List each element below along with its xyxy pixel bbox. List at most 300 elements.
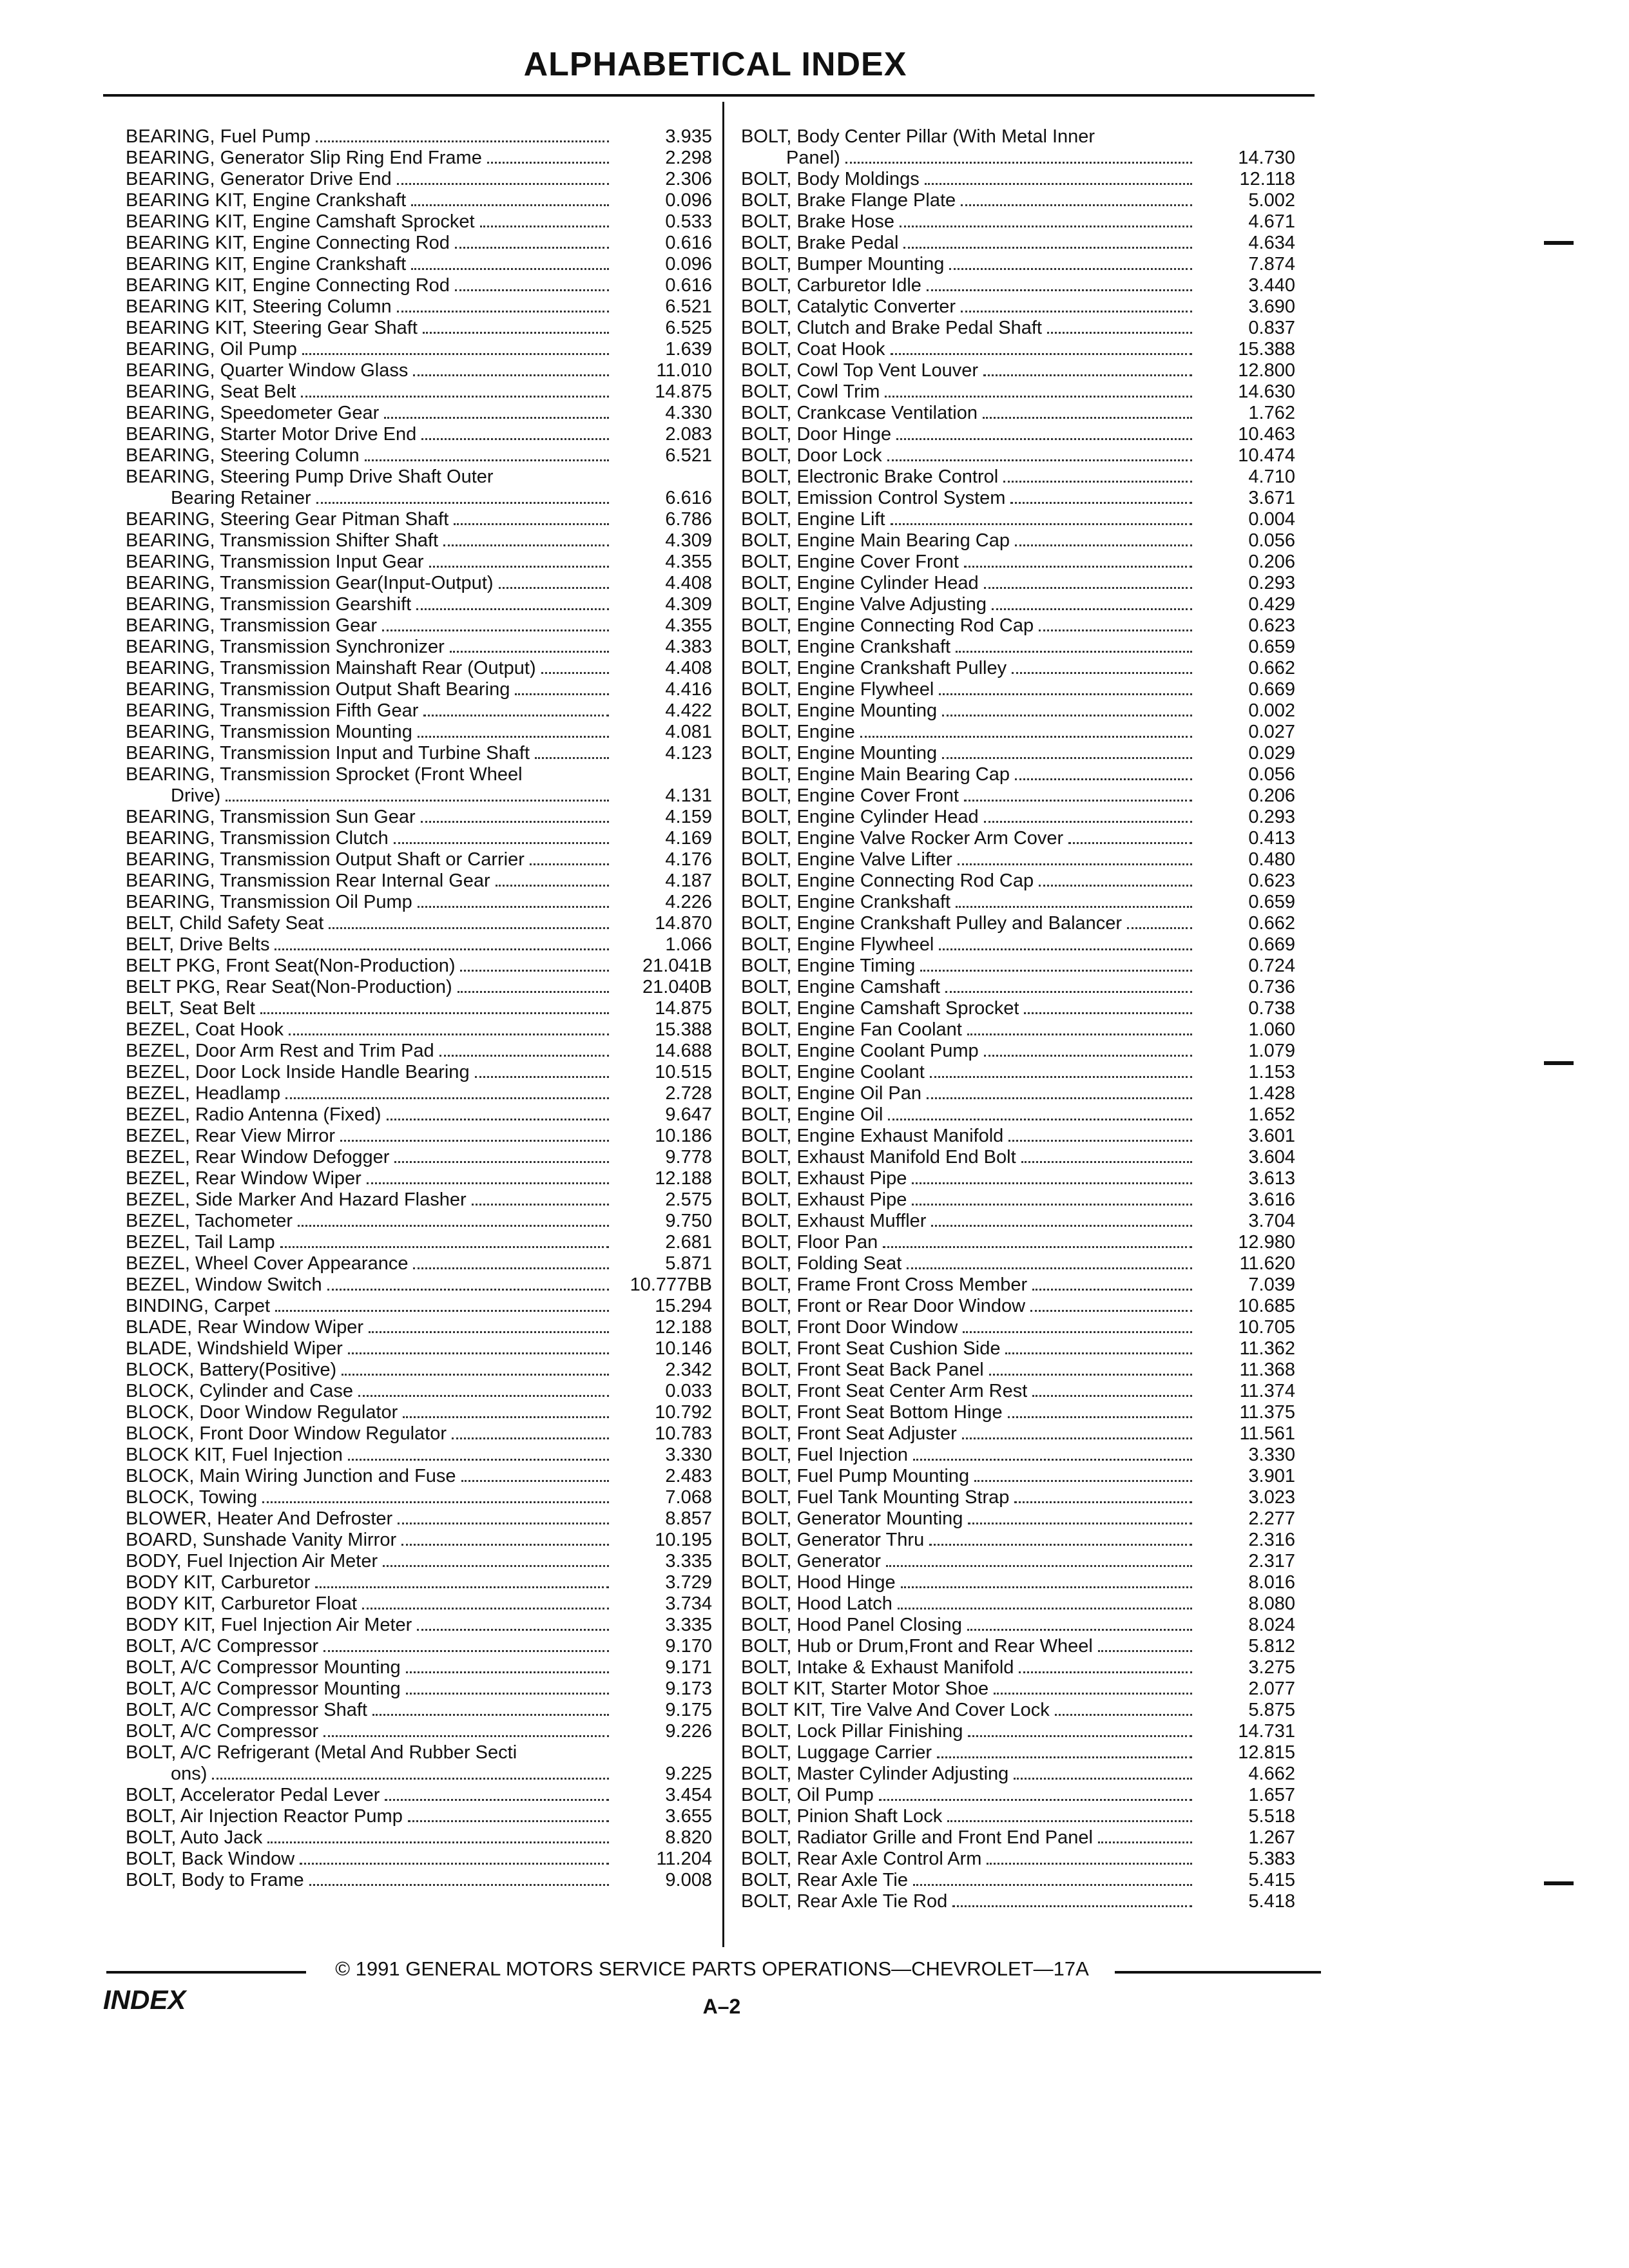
index-entry-name: BOLT, Engine Crankshaft [741, 637, 951, 657]
index-entry-name: BEARING KIT, Engine Camshaft Sprocket [126, 211, 475, 232]
dot-leader [460, 970, 609, 972]
index-entry-continuation: Bearing Retainer [171, 488, 311, 508]
index-entry [741, 381, 1295, 403]
index-entry-page: 0.206 [1248, 785, 1295, 806]
index-entry [126, 1296, 712, 1317]
index-entry [126, 254, 712, 275]
index-entry-page: 3.440 [1248, 275, 1295, 296]
index-entry-page: 21.040B [642, 977, 712, 997]
index-entry [126, 424, 712, 445]
index-entry [741, 1466, 1295, 1487]
dot-leader [992, 608, 1192, 610]
dot-leader [403, 1416, 609, 1418]
index-entry-name: BOLT, Engine Cylinder Head [741, 807, 979, 827]
index-entry-name: BEARING, Transmission Rear Internal Gear [126, 870, 490, 891]
index-entry-name: BOLT, Folding Seat [741, 1253, 902, 1274]
index-entry [126, 1317, 712, 1338]
dot-leader [1055, 1714, 1192, 1716]
dot-leader [423, 715, 609, 716]
dot-leader [411, 204, 609, 206]
index-entry [126, 1849, 712, 1870]
dot-leader [885, 396, 1192, 398]
index-entry-page: 5.002 [1248, 190, 1295, 211]
index-entry [126, 870, 712, 892]
dot-leader [342, 1374, 609, 1376]
dot-leader [496, 885, 609, 887]
index-entry [741, 1232, 1295, 1253]
index-entry-page: 8.080 [1248, 1593, 1295, 1614]
index-entry-page: 0.662 [1248, 658, 1295, 678]
index-entry-page: 12.188 [655, 1168, 712, 1189]
index-entry [741, 1381, 1295, 1402]
dot-leader [406, 1671, 609, 1673]
index-entry [126, 1126, 712, 1147]
dot-leader [394, 842, 609, 844]
index-entry [741, 637, 1295, 658]
index-entry-name: BOLT, Engine Lift [741, 509, 885, 530]
dot-leader [888, 1119, 1192, 1120]
index-entry-name: BOLT, Engine Coolant Pump [741, 1041, 979, 1061]
index-entry-page: 11.368 [1239, 1360, 1295, 1380]
index-entry-page: 4.159 [665, 807, 712, 827]
index-entry-page: 0.616 [665, 275, 712, 296]
index-entry-name: BLADE, Rear Window Wiper [126, 1317, 364, 1338]
index-entry-page: 3.604 [1248, 1147, 1295, 1168]
dot-leader [358, 1395, 609, 1397]
index-entry-name: BLOCK, Cylinder and Case [126, 1381, 353, 1401]
footer-rule-right [1115, 1971, 1321, 1974]
index-entry-name: BOLT, Rear Axle Tie [741, 1870, 908, 1890]
index-entry-name: BELT, Seat Belt [126, 998, 255, 1019]
index-entry-page: 0.623 [1248, 870, 1295, 891]
index-entry-name: BEARING, Quarter Window Glass [126, 360, 409, 381]
dot-leader [418, 906, 609, 908]
dot-leader [397, 311, 609, 312]
index-entry-page: 3.454 [665, 1785, 712, 1805]
index-entry-name: BEZEL, Tachometer [126, 1211, 293, 1231]
index-entry [741, 1487, 1295, 1508]
index-entry-name: BEARING, Transmission Clutch [126, 828, 389, 849]
dot-leader [1014, 1501, 1192, 1503]
index-entry [741, 1041, 1295, 1062]
index-entry-name: BOLT, Body Moldings [741, 169, 920, 189]
index-entry-page: 0.096 [665, 254, 712, 274]
dot-leader [212, 1778, 609, 1780]
dot-leader [1003, 481, 1192, 483]
index-entry-page: 4.226 [665, 892, 712, 912]
index-entry [741, 1019, 1295, 1041]
index-entry [126, 1721, 712, 1742]
index-entry-page: 12.118 [1239, 169, 1295, 189]
index-entry-name: BEARING, Transmission Oil Pump [126, 892, 412, 912]
dot-leader [958, 863, 1192, 865]
index-entry-name: BOLT, Front Seat Adjuster [741, 1423, 957, 1444]
index-entry-name: BEARING, Oil Pump [126, 339, 297, 360]
index-entry-page: 4.383 [665, 637, 712, 657]
index-entry-page: 14.875 [655, 998, 712, 1019]
dot-leader [920, 970, 1192, 972]
dot-leader [929, 1544, 1192, 1546]
dot-leader [947, 1820, 1192, 1822]
dot-leader [887, 459, 1192, 461]
dot-leader [984, 587, 1192, 589]
index-entry-page: 3.601 [1248, 1126, 1295, 1146]
dot-leader [480, 226, 609, 227]
index-entry-page: 3.616 [1248, 1189, 1295, 1210]
index-entry [126, 1381, 712, 1402]
index-entry-name: BODY KIT, Carburetor Float [126, 1593, 357, 1614]
index-entry [126, 700, 712, 722]
dot-leader [994, 1693, 1192, 1695]
index-entry-name: BOLT, Engine Crankshaft Pulley [741, 658, 1007, 678]
dot-leader [1008, 1140, 1192, 1142]
index-entry [741, 1700, 1295, 1721]
index-entry-name: BOLT, Master Cylinder Adjusting [741, 1763, 1009, 1784]
index-entry [126, 1551, 712, 1572]
index-entry-name: BOLT, Front Seat Cushion Side [741, 1338, 1001, 1359]
index-entry [126, 722, 712, 743]
index-entry-page: 1.762 [1248, 403, 1295, 423]
index-entry-page: 4.408 [665, 573, 712, 593]
dot-leader [1098, 1841, 1192, 1843]
dot-leader [879, 1799, 1192, 1801]
dot-leader [384, 417, 609, 419]
index-entry-page: 4.422 [665, 700, 712, 721]
dot-leader [487, 162, 609, 164]
index-entry [126, 211, 712, 233]
index-entry-page: 2.077 [1248, 1678, 1295, 1699]
index-entry [741, 552, 1295, 573]
dot-leader [285, 1097, 609, 1099]
dot-leader [860, 736, 1192, 738]
index-entry-page: 1.267 [1248, 1827, 1295, 1848]
index-entry [126, 1019, 712, 1041]
dot-leader [1030, 1310, 1192, 1312]
index-entry-page: 0.027 [1248, 722, 1295, 742]
index-entry [126, 594, 712, 615]
dot-leader [329, 927, 609, 929]
index-entry-name: BOLT, Front Seat Bottom Hinge [741, 1402, 1003, 1423]
dot-leader [945, 991, 1192, 993]
index-entry [126, 1232, 712, 1253]
index-entry [126, 1423, 712, 1445]
index-entry-name: BELT PKG, Front Seat(Non-Production) [126, 956, 456, 976]
index-entry-page: 10.515 [655, 1062, 712, 1082]
index-entry-page: 2.681 [665, 1232, 712, 1253]
index-entry [741, 594, 1295, 615]
dot-leader [452, 1437, 609, 1439]
dot-leader [964, 800, 1192, 802]
index-entry [741, 190, 1295, 211]
index-entry [126, 1083, 712, 1104]
index-entry [126, 1445, 712, 1466]
index-entry [741, 1168, 1295, 1189]
index-entry [126, 190, 712, 211]
index-entry-name: BOLT, Body Center Pillar (With Metal Inner [741, 126, 1095, 147]
index-entry-page: 3.734 [665, 1593, 712, 1614]
index-entry-page: 14.630 [1238, 381, 1295, 402]
dot-leader [1039, 885, 1192, 887]
dot-leader [394, 1161, 609, 1163]
index-entry-page: 3.935 [665, 126, 712, 147]
index-entry-page: 0.033 [665, 1381, 712, 1401]
dot-leader [226, 800, 609, 802]
index-entry-page: 4.355 [665, 615, 712, 636]
index-entry-page: 9.008 [665, 1870, 712, 1890]
index-entry-page: 0.029 [1248, 743, 1295, 764]
index-entry [741, 1423, 1295, 1445]
index-entry-page: 4.662 [1248, 1763, 1295, 1784]
index-entry-name: BEARING KIT, Engine Crankshaft [126, 190, 407, 211]
dot-leader [382, 629, 609, 631]
index-entry-name: BEARING, Steering Gear Pitman Shaft [126, 509, 449, 530]
index-entry [126, 148, 712, 169]
index-entry-page: 8.820 [665, 1827, 712, 1848]
index-entry-name: BOLT, Clutch and Brake Pedal Shaft [741, 318, 1042, 338]
index-entry [741, 1104, 1295, 1126]
index-entry [741, 934, 1295, 956]
index-entry-name: BOLT, A/C Compressor Mounting [126, 1678, 401, 1699]
index-entry-name: BOLT, Cowl Top Vent Louver [741, 360, 979, 381]
index-entry-name: BOLT, Exhaust Muffler [741, 1211, 927, 1231]
index-entry [126, 1402, 712, 1423]
index-entry-name: BELT, Child Safety Seat [126, 913, 324, 934]
index-entry-page: 0.480 [1248, 849, 1295, 870]
index-entry-name: BOLT, Carburetor Idle [741, 275, 921, 296]
index-entry [126, 1657, 712, 1678]
index-entry-name: BLOCK, Door Window Regulator [126, 1402, 398, 1423]
dot-leader [1127, 927, 1192, 929]
index-entry-name: BOLT, Generator Thru [741, 1530, 925, 1550]
index-entry-name: BOLT, Front Seat Back Panel [741, 1360, 984, 1380]
index-entry-page: 0.659 [1248, 892, 1295, 912]
index-entry [741, 1211, 1295, 1232]
index-entry [741, 169, 1295, 190]
index-entry-name: BOLT, Engine Camshaft Sprocket [741, 998, 1019, 1019]
index-entry [741, 509, 1295, 530]
index-entry-page: 9.778 [665, 1147, 712, 1168]
index-entry [741, 233, 1295, 254]
index-entry-name: BOLT, Auto Jack [126, 1827, 263, 1848]
dot-leader [886, 1565, 1192, 1567]
index-entry-page: 12.800 [1238, 360, 1295, 381]
index-entry-page: 4.123 [665, 743, 712, 764]
index-entry-page: 5.415 [1248, 1870, 1295, 1890]
index-entry-page: 2.306 [665, 169, 712, 189]
index-entry-name: BEARING, Transmission Output Shaft Bearing [126, 679, 510, 700]
dot-leader [974, 1480, 1192, 1482]
dot-leader [323, 1735, 609, 1737]
index-entry-name: BEARING, Transmission Sprocket (Front Wheel [126, 764, 523, 785]
index-entry-name: BEARING, Transmission Sun Gear [126, 807, 416, 827]
index-entry-page: 3.335 [665, 1551, 712, 1571]
index-entry [126, 1572, 712, 1593]
index-entry-page: 4.355 [665, 552, 712, 572]
index-entry [741, 892, 1295, 913]
index-entry-name: BOLT, Engine Valve Rocker Arm Cover [741, 828, 1064, 849]
index-entry-page: 3.690 [1248, 296, 1295, 317]
column-divider [722, 102, 724, 1947]
index-entry [741, 764, 1295, 785]
index-entry [741, 254, 1295, 275]
dot-leader [267, 1841, 609, 1843]
dot-leader [1005, 1352, 1192, 1354]
dot-leader [984, 1055, 1192, 1057]
index-entry [741, 1593, 1295, 1615]
dot-leader [315, 1586, 609, 1588]
dot-leader [907, 1267, 1192, 1269]
index-entry [126, 1104, 712, 1126]
index-entry [741, 1147, 1295, 1168]
index-entry-page: 14.688 [655, 1041, 712, 1061]
index-entry [126, 1678, 712, 1700]
index-entry-page: 14.731 [1238, 1721, 1295, 1742]
index-entry-page: 1.639 [665, 339, 712, 360]
dot-leader [927, 289, 1192, 291]
index-entry-name: BOLT, A/C Compressor [126, 1721, 319, 1742]
index-entry-name: BEARING, Steering Column [126, 445, 360, 466]
dot-leader [942, 715, 1192, 716]
dot-leader [1015, 544, 1192, 546]
index-entry-name: BOLT, Engine Oil [741, 1104, 883, 1125]
dot-leader [421, 438, 609, 440]
index-entry-page: 21.041B [642, 956, 712, 976]
index-entry [126, 1636, 712, 1657]
index-entry-page: 2.483 [665, 1466, 712, 1486]
index-entry-page: 9.226 [665, 1721, 712, 1742]
dot-leader [365, 459, 609, 461]
index-entry-name: BOLT, A/C Compressor Shaft [126, 1700, 367, 1720]
dot-leader [316, 502, 609, 504]
index-entry [126, 785, 712, 807]
index-entry-name: BOLT, Body to Frame [126, 1870, 304, 1890]
index-entry-page: 4.309 [665, 594, 712, 615]
index-entry-name: BEARING KIT, Engine Crankshaft [126, 254, 407, 274]
index-entry-name: BOLT, Bumper Mounting [741, 254, 945, 274]
index-entry [126, 1806, 712, 1827]
dot-leader [1012, 672, 1192, 674]
index-entry-name: BOLT, Engine Coolant [741, 1062, 925, 1082]
index-entry-page: 4.309 [665, 530, 712, 551]
index-entry-name: BEARING KIT, Steering Gear Shaft [126, 318, 418, 338]
index-entry-name: BOLT, Engine [741, 722, 855, 742]
dot-leader [961, 204, 1192, 206]
dot-leader [455, 289, 609, 291]
index-entry-name: BINDING, Carpet [126, 1296, 270, 1316]
dot-leader [323, 1650, 609, 1652]
index-entry [741, 148, 1295, 169]
index-entry [126, 956, 712, 977]
index-entry [741, 1827, 1295, 1849]
dot-leader [1068, 842, 1192, 844]
index-entry-page: 0.659 [1248, 637, 1295, 657]
dot-leader [417, 1629, 609, 1631]
index-entry-page: 9.171 [665, 1657, 712, 1678]
index-entry-name: BLOCK, Main Wiring Junction and Fuse [126, 1466, 456, 1486]
index-entry [741, 743, 1295, 764]
index-entry-name: BOLT, Engine Mounting [741, 700, 938, 721]
index-entry-page: 4.416 [665, 679, 712, 700]
index-entry [126, 1615, 712, 1636]
index-entry-name: BOLT, Engine Exhaust Manifold [741, 1126, 1004, 1146]
index-entry [741, 1763, 1295, 1785]
index-entry-page: 3.655 [665, 1806, 712, 1827]
index-entry-name: BEZEL, Window Switch [126, 1274, 322, 1295]
index-entry [741, 658, 1295, 679]
index-entry-name: BOLT, Cowl Trim [741, 381, 880, 402]
index-entry [741, 296, 1295, 318]
index-entry-name: BOLT, Fuel Pump Mounting [741, 1466, 970, 1486]
dot-leader [1008, 1416, 1192, 1418]
index-entry-name: BEZEL, Rear View Mirror [126, 1126, 335, 1146]
index-entry [741, 466, 1295, 488]
index-entry-name: BOLT, Engine Connecting Rod Cap [741, 615, 1034, 636]
index-entry-page: 4.187 [665, 870, 712, 891]
index-entry [126, 1466, 712, 1487]
index-entry-page: 6.521 [665, 296, 712, 317]
index-entry-page: 2.277 [1248, 1508, 1295, 1529]
index-entry-page: 0.293 [1248, 573, 1295, 593]
index-entry [126, 849, 712, 870]
index-entry [741, 318, 1295, 339]
dot-leader [275, 1310, 609, 1312]
title-rule [103, 94, 1315, 97]
index-entry [741, 615, 1295, 637]
index-entry-name: BOLT, A/C Compressor Mounting [126, 1657, 401, 1678]
dot-leader [845, 162, 1192, 164]
index-entry-page: 4.330 [665, 403, 712, 423]
index-entry [741, 1083, 1295, 1104]
index-entry-page: 1.079 [1248, 1041, 1295, 1061]
index-entry-name: BOLT, Rear Axle Tie Rod [741, 1891, 948, 1912]
index-entry-page: 10.792 [655, 1402, 712, 1423]
index-entry-name: BEARING, Fuel Pump [126, 126, 311, 147]
dot-leader [898, 1608, 1192, 1610]
dot-leader [942, 757, 1192, 759]
index-entry-name: BOLT, Engine Crankshaft [741, 892, 951, 912]
index-entry-page: 12.815 [1238, 1742, 1295, 1763]
index-entry [126, 318, 712, 339]
index-entry-name: BOLT, Engine Main Bearing Cap [741, 764, 1010, 785]
index-entry-page: 1.428 [1248, 1083, 1295, 1104]
index-entry-name: BEARING, Speedometer Gear [126, 403, 380, 423]
dot-leader [408, 1820, 609, 1822]
dot-leader [275, 948, 609, 950]
index-entry-page: 1.066 [665, 934, 712, 955]
index-entry [741, 807, 1295, 828]
index-entry [126, 913, 712, 934]
dot-leader [968, 1523, 1192, 1524]
index-entry [741, 1062, 1295, 1083]
index-entry-page: 11.362 [1239, 1338, 1295, 1359]
index-entry [126, 807, 712, 828]
index-entry-page: 11.375 [1239, 1402, 1295, 1423]
index-entry [126, 1785, 712, 1806]
dot-leader [987, 1863, 1192, 1865]
dot-leader [931, 1225, 1192, 1227]
dot-leader [989, 1374, 1192, 1376]
index-entry-name: BEZEL, Headlamp [126, 1083, 281, 1104]
index-entry [126, 1147, 712, 1168]
dot-leader [472, 1204, 609, 1206]
index-entry-name: BOLT, Engine Main Bearing Cap [741, 530, 1010, 551]
footer-page-number: A–2 [702, 1995, 741, 2018]
index-entry [126, 828, 712, 849]
index-entry [126, 573, 712, 594]
index-entry-page: 3.023 [1248, 1487, 1295, 1508]
dot-leader [302, 353, 609, 355]
dot-leader [983, 417, 1192, 419]
